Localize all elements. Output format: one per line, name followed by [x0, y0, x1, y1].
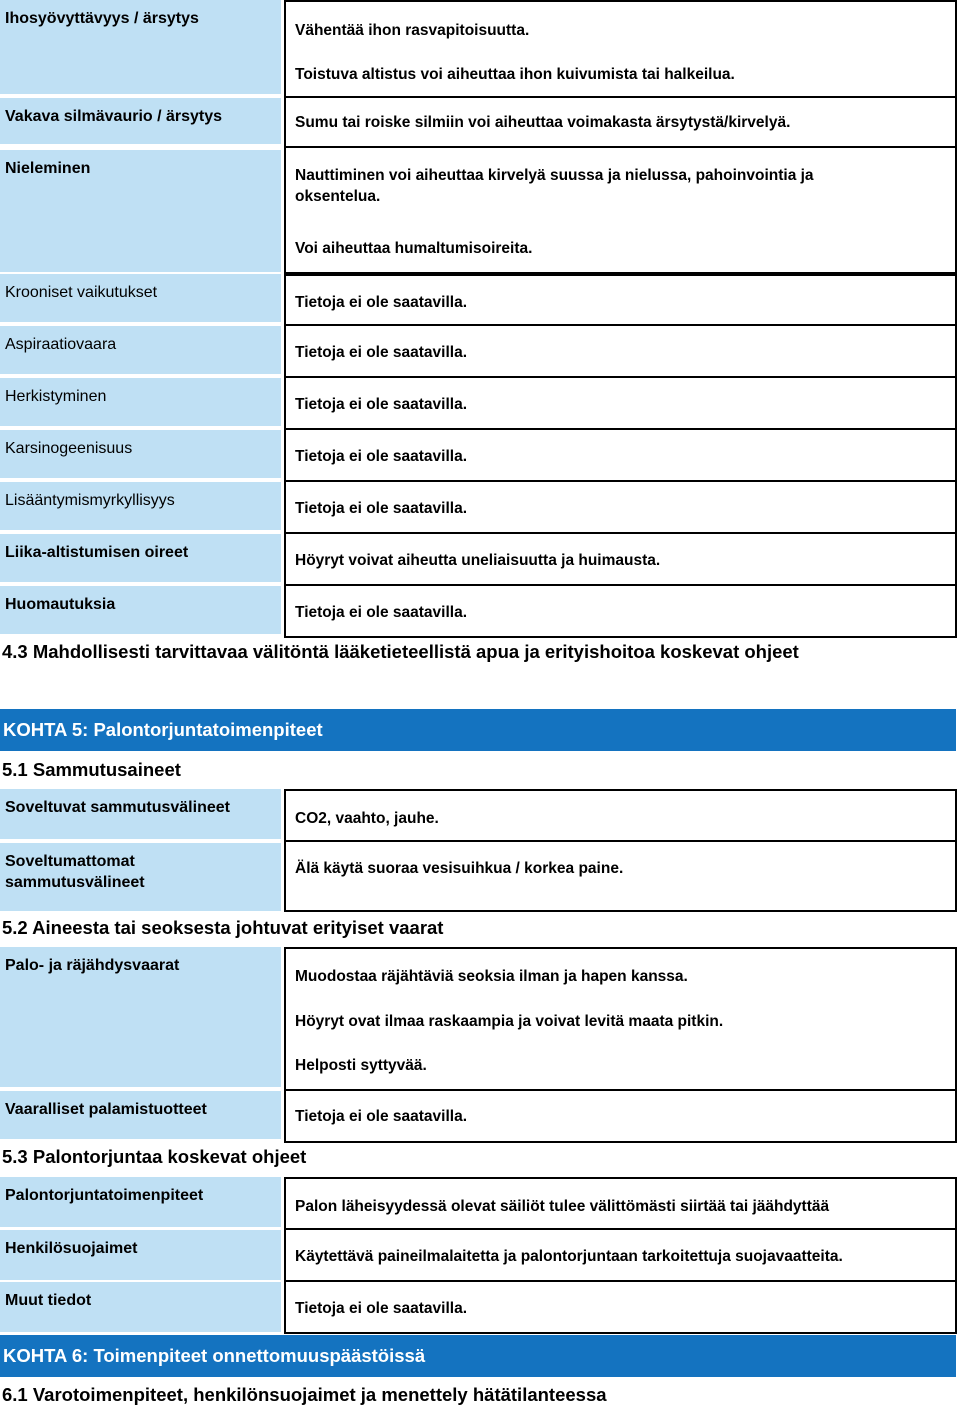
heading-5-3: 5.3 Palontorjuntaa koskevat ohjeet — [2, 1146, 307, 1167]
row-value-line: Tietoja ei ole saatavilla. — [295, 396, 468, 413]
row-value-line: Sumu tai roiske silmiin voi aiheuttaa voimakasta ärsytystä/kirvelyä. — [295, 114, 791, 131]
row-value-line: Tietoja ei ole saatavilla. — [295, 604, 468, 621]
row-label-overexposure: Liika-altistumisen oireet — [0, 534, 281, 582]
row-label-firefighting: Palontorjuntatoimenpiteet — [0, 1177, 281, 1227]
row-value-firefighting — [284, 1177, 957, 1230]
section-5-banner: KOHTA 5: Palontorjuntatoimenpiteet — [0, 709, 956, 751]
row-value-line: Voi aiheuttaa humaltumisoireita. — [295, 240, 533, 257]
row-value-line: Tietoja ei ole saatavilla. — [295, 500, 468, 517]
row-label-fire-explosion: Palo- ja räjähdysvaarat — [0, 947, 281, 1087]
row-value-line: Höyryt voivat aiheutta uneliaisuutta ja huimausta. — [295, 552, 661, 569]
row-value-reproductive — [284, 482, 957, 534]
row-value-line: oksentelua. — [295, 188, 381, 205]
row-value-unsuitable-extinguishing — [284, 842, 957, 912]
row-label-other-info: Muut tiedot — [0, 1282, 281, 1332]
row-value-chronic — [284, 274, 957, 326]
heading-5-1: 5.1 Sammutusaineet — [2, 759, 181, 780]
row-value-overexposure — [284, 534, 957, 586]
row-label-ingestion: Nieleminen — [0, 150, 281, 272]
row-value-ingestion — [284, 148, 957, 274]
row-label-carcinogenicity: Karsinogeenisuus — [0, 430, 281, 478]
row-value-line: Palon läheisyydessä olevat säiliöt tulee välittömästi siirtää tai jäähdyttää — [295, 1198, 830, 1215]
row-value-line: Tietoja ei ole saatavilla. — [295, 448, 468, 465]
row-label-aspiration: Aspiraatiovaara — [0, 326, 281, 374]
heading-6-1: 6.1 Varotoimenpiteet, henkilönsuojaimet ja menettely hätätilanteessa — [2, 1384, 607, 1405]
row-value-other-info — [284, 1282, 957, 1334]
row-label-combustion-products: Vaaralliset palamistuotteet — [0, 1091, 281, 1139]
row-label-skin-irritation: Ihosyövyttävyys / ärsytys — [0, 0, 281, 94]
row-value-line: Muodostaa räjähtäviä seoksia ilman ja hapen kanssa. — [295, 968, 688, 985]
row-value-suitable-extinguishing — [284, 789, 957, 842]
row-value-line: Toistuva altistus voi aiheuttaa ihon kuivumista tai halkeilua. — [295, 66, 735, 83]
section-6-banner: KOHTA 6: Toimenpiteet onnettomuuspäästöissä — [0, 1335, 956, 1377]
row-value-aspiration — [284, 326, 957, 378]
heading-4-3: 4.3 Mahdollisesti tarvittavaa välitöntä lääketieteellistä apua ja erityishoitoa koskevat ohjeet — [2, 641, 799, 662]
row-value-line: Tietoja ei ole saatavilla. — [295, 1108, 468, 1125]
row-value-combustion-products — [284, 1091, 957, 1143]
heading-5-2: 5.2 Aineesta tai seoksesta johtuvat erityiset vaarat — [2, 917, 444, 938]
row-label-remarks: Huomautuksia — [0, 586, 281, 634]
row-value-carcinogenicity — [284, 430, 957, 482]
row-label-chronic: Krooniset vaikutukset — [0, 274, 281, 322]
row-value-remarks — [284, 586, 957, 638]
row-label-reproductive: Lisääntymismyrkyllisyys — [0, 482, 281, 530]
row-value-line: Vähentää ihon rasvapitoisuutta. — [295, 22, 530, 39]
row-value-line: Helposti syttyvää. — [295, 1057, 427, 1074]
row-value-line: Nauttiminen voi aiheuttaa kirvelyä suussa ja nielussa, pahoinvointia ja — [295, 167, 814, 184]
row-value-line: Käytettävä paineilmalaitetta ja palontorjuntaan tarkoitettuja suojavaatteita. — [295, 1248, 843, 1265]
row-label-eye-damage: Vakava silmävaurio / ärsytys — [0, 98, 281, 144]
row-value-skin-irritation — [284, 0, 957, 98]
row-label-unsuitable-extinguishing: Soveltumattomat sammutusvälineet — [0, 843, 281, 911]
row-label-suitable-extinguishing: Soveltuvat sammutusvälineet — [0, 789, 281, 839]
row-value-line: Höyryt ovat ilmaa raskaampia ja voivat levitä maata pitkin. — [295, 1013, 724, 1030]
row-value-eye-damage — [284, 96, 957, 148]
row-value-line: Älä käytä suoraa vesisuihkua / korkea paine. — [295, 860, 624, 877]
row-value-protective-equipment — [284, 1230, 957, 1282]
row-label-sensitisation: Herkistyminen — [0, 378, 281, 426]
row-value-line: Tietoja ei ole saatavilla. — [295, 1300, 468, 1317]
row-value-fire-explosion — [284, 947, 957, 1091]
row-value-line: CO2, vaahto, jauhe. — [295, 810, 439, 827]
row-value-line: Tietoja ei ole saatavilla. — [295, 344, 468, 361]
row-label-protective-equipment: Henkilösuojaimet — [0, 1230, 281, 1280]
row-value-sensitisation — [284, 378, 957, 430]
row-value-line: Tietoja ei ole saatavilla. — [295, 294, 468, 311]
